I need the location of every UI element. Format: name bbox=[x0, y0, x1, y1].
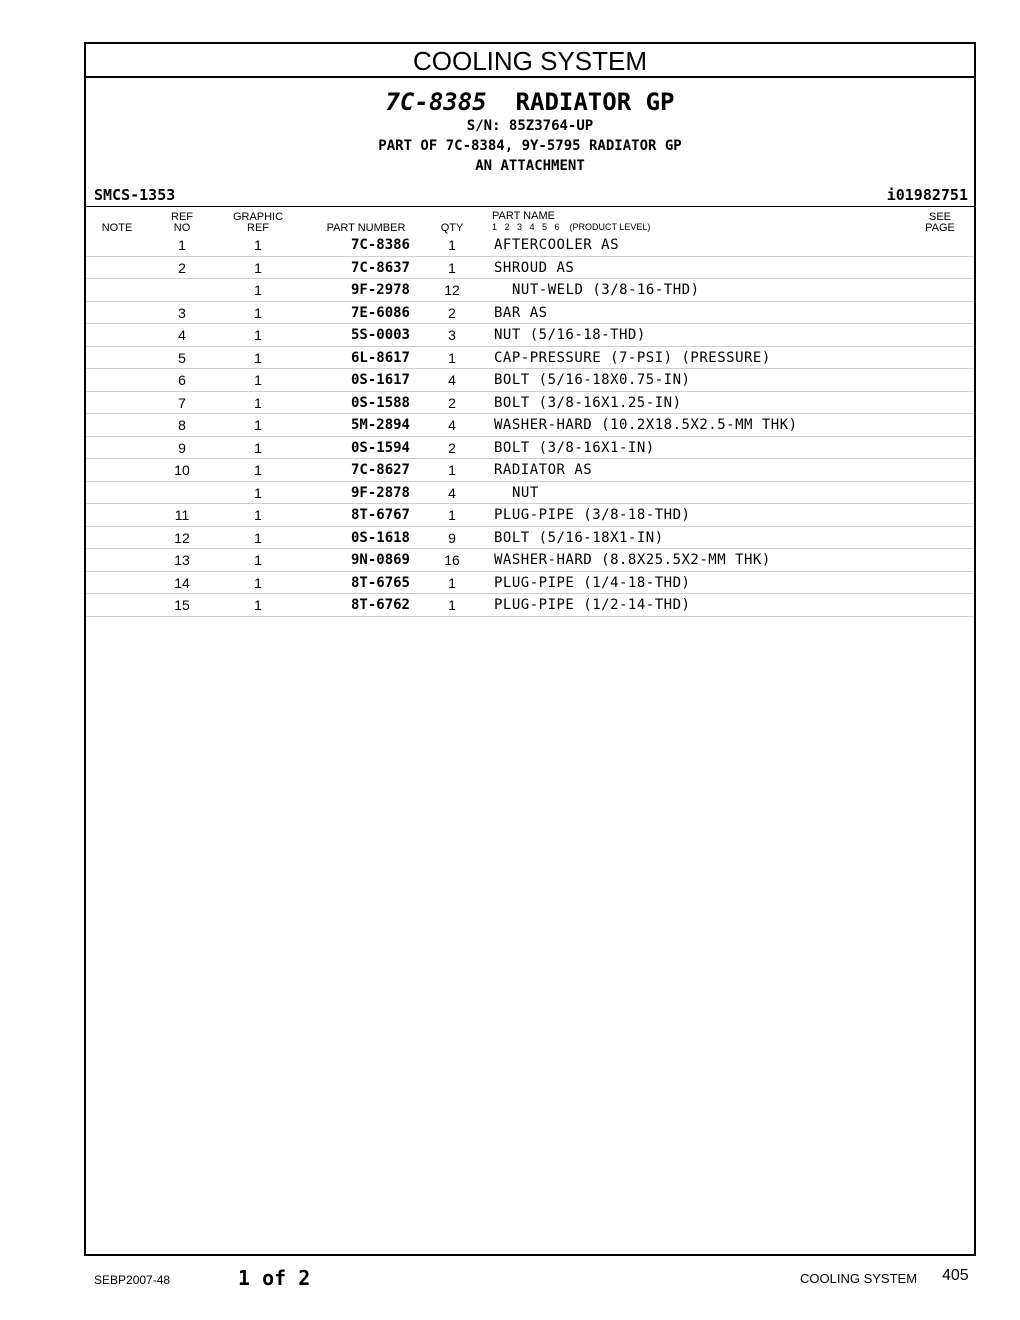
col-part-name: PART NAME bbox=[492, 210, 555, 222]
graphic-ref: 1 bbox=[254, 439, 262, 456]
part-name: CAP-PRESSURE (7-PSI) (PRESSURE) bbox=[494, 349, 771, 366]
smcs-code: SMCS-1353 bbox=[94, 186, 176, 204]
quantity: 4 bbox=[448, 484, 456, 501]
publication-number: SEBP2007-48 bbox=[94, 1273, 171, 1287]
quantity: 12 bbox=[444, 282, 460, 298]
group-name: RADIATOR GP bbox=[515, 88, 675, 116]
col-ref-top: REF bbox=[171, 211, 193, 223]
col-graphic-top: GRAPHIC bbox=[232, 211, 284, 223]
graphic-ref: 1 bbox=[254, 259, 262, 276]
graphic-ref: 1 bbox=[254, 462, 262, 478]
part-number: 8T-6762 bbox=[350, 597, 410, 613]
quantity: 4 bbox=[448, 372, 456, 388]
part-of-line: PART OF 7C-8384, 9Y-5795 RADIATOR GP bbox=[378, 138, 682, 154]
col-see-bottom: PAGE bbox=[925, 222, 955, 234]
part-name: WASHER-HARD (10.2X18.5X2.5-MM THK) bbox=[494, 417, 798, 433]
part-name: BOLT (3/8-16X1-IN) bbox=[494, 439, 655, 456]
table-row bbox=[86, 324, 974, 347]
part-name: WASHER-HARD (8.8X25.5X2-MM THK) bbox=[494, 552, 771, 568]
table-row bbox=[86, 369, 974, 392]
part-number: 0S-1594 bbox=[350, 439, 410, 456]
col-note: NOTE bbox=[101, 222, 133, 234]
part-number: 7C-8386 bbox=[350, 237, 410, 253]
col-ref-bottom: NO bbox=[173, 222, 191, 234]
ref-no: 13 bbox=[174, 552, 190, 568]
ref-no: 10 bbox=[174, 462, 190, 478]
table-row bbox=[86, 482, 974, 505]
quantity: 1 bbox=[448, 574, 456, 591]
table-row bbox=[86, 302, 974, 325]
part-name: PLUG-PIPE (1/4-18-THD) bbox=[494, 574, 691, 591]
col-see-top: SEE bbox=[928, 211, 951, 223]
part-name: SHROUD AS bbox=[494, 259, 575, 276]
ref-no: 14 bbox=[174, 574, 190, 591]
serial-number: S/N: 85Z3764-UP bbox=[466, 118, 594, 134]
part-name: BOLT (5/16-18X0.75-IN) bbox=[494, 372, 691, 388]
part-number: 7C-8637 bbox=[350, 259, 410, 276]
quantity: 2 bbox=[448, 439, 456, 456]
part-number: 5S-0003 bbox=[350, 327, 410, 343]
part-name: PLUG-PIPE (1/2-14-THD) bbox=[494, 597, 691, 613]
quantity: 16 bbox=[444, 552, 460, 568]
graphic-ref: 1 bbox=[254, 529, 262, 546]
graphic-ref: 1 bbox=[254, 349, 262, 366]
ref-no: 3 bbox=[178, 304, 186, 321]
part-name: NUT bbox=[512, 484, 539, 501]
table-row bbox=[86, 459, 974, 482]
parts-page-frame bbox=[84, 42, 976, 1256]
part-name: RADIATOR AS bbox=[494, 462, 593, 478]
part-number: 8T-6765 bbox=[350, 574, 410, 591]
part-name: BOLT (3/8-16X1.25-IN) bbox=[494, 394, 682, 411]
header-divider bbox=[86, 206, 974, 207]
table-row bbox=[86, 347, 974, 370]
graphic-ref: 1 bbox=[254, 552, 262, 568]
part-number: 9N-0869 bbox=[350, 552, 410, 568]
page-number: 405 bbox=[942, 1267, 969, 1284]
table-row bbox=[86, 279, 974, 302]
ref-no: 7 bbox=[178, 394, 186, 411]
page-of: 1 of 2 bbox=[238, 1266, 311, 1290]
group-title bbox=[86, 88, 974, 116]
section-title: COOLING SYSTEM bbox=[86, 44, 974, 78]
part-number: 8T-6767 bbox=[350, 507, 410, 523]
table-row bbox=[86, 414, 974, 437]
graphic-ref: 1 bbox=[254, 282, 262, 298]
graphic-ref: 1 bbox=[254, 237, 262, 253]
graphic-ref: 1 bbox=[254, 417, 262, 433]
quantity: 1 bbox=[448, 597, 456, 613]
part-number: 9F-2978 bbox=[350, 282, 410, 298]
part-name: NUT (5/16-18-THD) bbox=[494, 327, 646, 343]
quantity: 1 bbox=[448, 349, 456, 366]
graphic-ref: 1 bbox=[254, 372, 262, 388]
col-part-number: PART NUMBER bbox=[326, 222, 406, 234]
ref-no: 11 bbox=[174, 507, 190, 523]
table-row bbox=[86, 549, 974, 572]
table-row bbox=[86, 594, 974, 617]
part-name: BAR AS bbox=[494, 304, 548, 321]
part-number: 9F-2878 bbox=[350, 484, 410, 501]
illustration-id: i01982751 bbox=[886, 186, 968, 204]
graphic-ref: 1 bbox=[254, 574, 262, 591]
part-number: 6L-8617 bbox=[350, 349, 410, 366]
attachment-line: AN ATTACHMENT bbox=[475, 158, 585, 174]
part-name: BOLT (5/16-18X1-IN) bbox=[494, 529, 664, 546]
quantity: 9 bbox=[448, 529, 456, 546]
table-row bbox=[86, 234, 974, 257]
table-row bbox=[86, 392, 974, 415]
ref-no: 5 bbox=[178, 349, 186, 366]
ref-no: 4 bbox=[178, 327, 186, 343]
ref-no: 15 bbox=[174, 597, 190, 613]
part-name: AFTERCOOLER AS bbox=[494, 237, 620, 253]
ref-no: 9 bbox=[178, 439, 186, 456]
graphic-ref: 1 bbox=[254, 394, 262, 411]
graphic-ref: 1 bbox=[254, 327, 262, 343]
quantity: 1 bbox=[448, 507, 456, 523]
table-row bbox=[86, 504, 974, 527]
part-name: PLUG-PIPE (3/8-18-THD) bbox=[494, 507, 691, 523]
quantity: 1 bbox=[448, 237, 456, 253]
part-number: 0S-1588 bbox=[350, 394, 410, 411]
ref-no: 12 bbox=[174, 529, 190, 546]
part-number: 7E-6086 bbox=[350, 304, 410, 321]
ref-no: 1 bbox=[178, 237, 186, 253]
col-product-levels: 1 2 3 4 5 6 (PRODUCT LEVEL) bbox=[492, 222, 651, 232]
graphic-ref: 1 bbox=[254, 484, 262, 501]
quantity: 2 bbox=[448, 394, 456, 411]
table-row bbox=[86, 572, 974, 595]
group-part-number: 7C-8385 bbox=[385, 88, 487, 116]
footer-section: COOLING SYSTEM bbox=[800, 1271, 918, 1286]
ref-no: 6 bbox=[178, 372, 186, 388]
quantity: 2 bbox=[448, 304, 456, 321]
quantity: 3 bbox=[448, 327, 456, 343]
col-graphic-bottom: REF bbox=[247, 222, 269, 234]
part-number: 0S-1618 bbox=[350, 529, 410, 546]
quantity: 1 bbox=[448, 462, 456, 478]
parts-table bbox=[86, 234, 974, 617]
quantity: 1 bbox=[448, 259, 456, 276]
ref-no: 2 bbox=[178, 259, 186, 276]
table-row bbox=[86, 257, 974, 280]
part-name: NUT-WELD (3/8-16-THD) bbox=[512, 282, 700, 298]
part-number: 5M-2894 bbox=[350, 417, 410, 433]
table-row bbox=[86, 527, 974, 550]
table-row bbox=[86, 437, 974, 460]
part-number: 7C-8627 bbox=[350, 462, 410, 478]
graphic-ref: 1 bbox=[254, 507, 262, 523]
ref-no: 8 bbox=[178, 417, 186, 433]
col-qty: QTY bbox=[440, 222, 464, 234]
part-number: 0S-1617 bbox=[350, 372, 410, 388]
graphic-ref: 1 bbox=[254, 597, 262, 613]
quantity: 4 bbox=[448, 417, 456, 433]
graphic-ref: 1 bbox=[254, 304, 262, 321]
